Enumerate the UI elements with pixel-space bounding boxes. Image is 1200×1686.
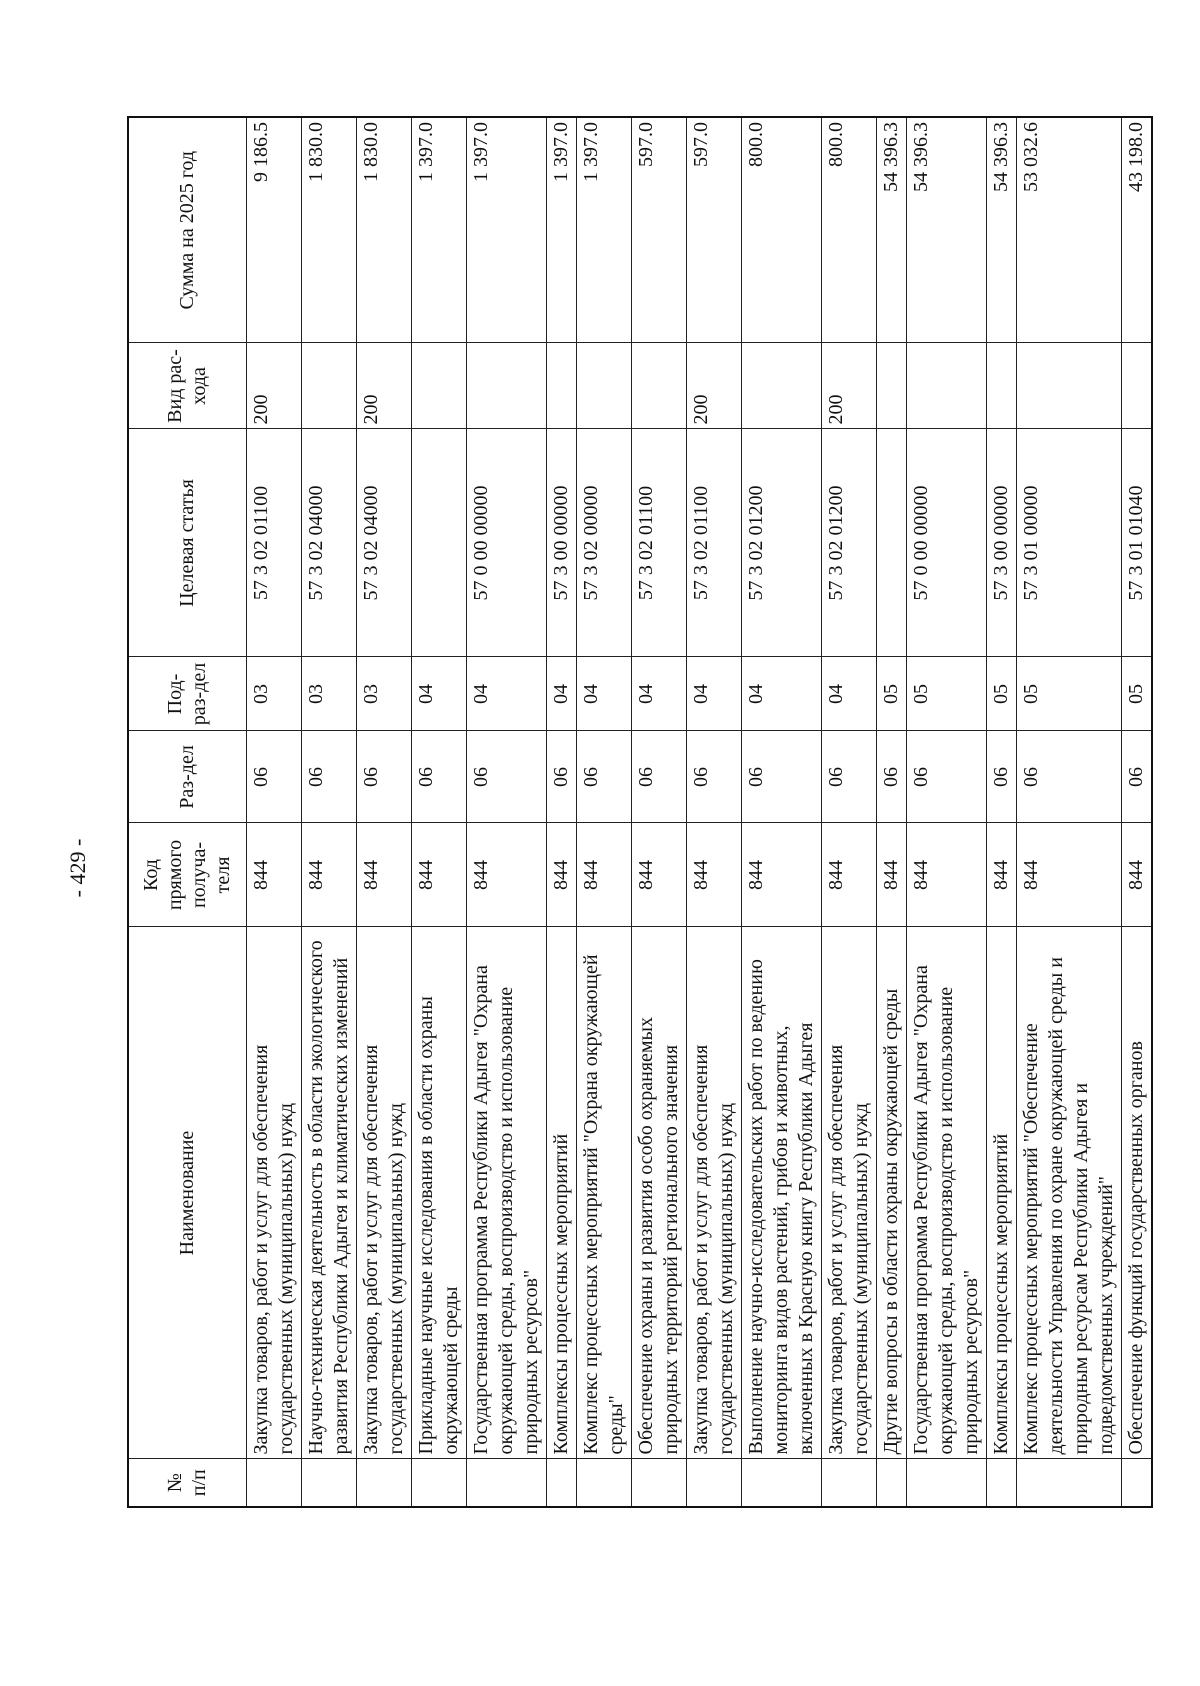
- cell-expense-type: [466, 343, 546, 429]
- cell-amount: 597.0: [631, 117, 686, 343]
- cell-section: 06: [411, 731, 466, 823]
- cell-name: Прикладные научные исследования в области охраны окружающей среды: [411, 927, 466, 1459]
- cell-num: [686, 1459, 741, 1507]
- cell-target-article: 57 3 01 01040: [1121, 429, 1152, 657]
- table-row: [356, 117, 411, 1507]
- cell-target-article: [411, 429, 466, 657]
- table-row: [686, 117, 741, 1507]
- table-row: [576, 117, 631, 1507]
- cell-target-article: 57 3 02 04000: [301, 429, 356, 657]
- cell-recipient-code: 844: [1121, 823, 1152, 927]
- cell-num: [301, 1459, 356, 1507]
- cell-name: Закупка товаров, работ и услуг для обеспечения государственных (муниципальных) нужд: [356, 927, 411, 1459]
- cell-amount: 800.0: [741, 117, 821, 343]
- cell-target-article: 57 3 01 00000: [1016, 429, 1121, 657]
- cell-num: [466, 1459, 546, 1507]
- header-num: № п/п: [128, 1459, 246, 1507]
- page-number: - 429 -: [65, 838, 90, 898]
- cell-num: [821, 1459, 876, 1507]
- cell-num: [411, 1459, 466, 1507]
- cell-subsection: 05: [1121, 657, 1152, 731]
- header-target-article: Целевая статья: [128, 429, 246, 657]
- cell-num: [741, 1459, 821, 1507]
- table-row: [821, 117, 876, 1507]
- table-row: [1016, 117, 1121, 1507]
- table-row: [986, 117, 1016, 1507]
- cell-subsection: 05: [906, 657, 986, 731]
- cell-name: Другие вопросы в области охраны окружающей среды: [876, 927, 906, 1459]
- cell-target-article: 57 3 00 00000: [546, 429, 576, 657]
- cell-recipient-code: 844: [411, 823, 466, 927]
- cell-target-article: 57 0 00 00000: [906, 429, 986, 657]
- cell-subsection: 05: [1016, 657, 1121, 731]
- cell-section: 06: [686, 731, 741, 823]
- cell-recipient-code: 844: [576, 823, 631, 927]
- cell-num: [986, 1459, 1016, 1507]
- cell-expense-type: [1121, 343, 1152, 429]
- cell-name: Закупка товаров, работ и услуг для обеспечения государственных (муниципальных) нужд: [686, 927, 741, 1459]
- cell-expense-type: [411, 343, 466, 429]
- cell-section: 06: [821, 731, 876, 823]
- cell-recipient-code: 844: [1016, 823, 1121, 927]
- table-row: [906, 117, 986, 1507]
- cell-subsection: 04: [631, 657, 686, 731]
- cell-name: Комплекс процессных мероприятий "Обеспечение деятельности Управления по охране окружающей среды и природным ресурсам Республики Адыгея и подведомственных учреждений": [1016, 927, 1121, 1459]
- header-subsection: Под-раз-дел: [128, 657, 246, 731]
- header-amount: Сумма на 2025 год: [128, 117, 246, 343]
- cell-num: [546, 1459, 576, 1507]
- budget-table-rotated: [127, 118, 1147, 1508]
- cell-section: 06: [741, 731, 821, 823]
- cell-section: 06: [1016, 731, 1121, 823]
- cell-section: 06: [576, 731, 631, 823]
- cell-recipient-code: 844: [246, 823, 301, 927]
- cell-section: 06: [546, 731, 576, 823]
- cell-target-article: 57 3 02 01200: [821, 429, 876, 657]
- cell-expense-type: [1016, 343, 1121, 429]
- cell-subsection: 04: [546, 657, 576, 731]
- header-name: Наименование: [128, 927, 246, 1459]
- cell-expense-type: 200: [821, 343, 876, 429]
- cell-expense-type: [576, 343, 631, 429]
- cell-num: [631, 1459, 686, 1507]
- cell-subsection: 05: [876, 657, 906, 731]
- cell-subsection: 03: [356, 657, 411, 731]
- cell-amount: 800.0: [821, 117, 876, 343]
- cell-section: 06: [301, 731, 356, 823]
- cell-amount: 9 186.5: [246, 117, 301, 343]
- cell-recipient-code: 844: [686, 823, 741, 927]
- table-row: [876, 117, 906, 1507]
- table-header-row: [128, 117, 246, 1507]
- cell-subsection: 04: [686, 657, 741, 731]
- cell-target-article: 57 3 02 01100: [631, 429, 686, 657]
- table-row: [631, 117, 686, 1507]
- table-body: [246, 117, 1152, 1507]
- table-row: [246, 117, 301, 1507]
- cell-amount: 597.0: [686, 117, 741, 343]
- table-row: [741, 117, 821, 1507]
- cell-subsection: 04: [411, 657, 466, 731]
- cell-section: 06: [631, 731, 686, 823]
- cell-subsection: 04: [741, 657, 821, 731]
- cell-recipient-code: 844: [546, 823, 576, 927]
- table-row: [411, 117, 466, 1507]
- header-expense-type: Вид рас-хода: [128, 343, 246, 429]
- cell-expense-type: [876, 343, 906, 429]
- cell-expense-type: [301, 343, 356, 429]
- cell-target-article: 57 0 00 00000: [466, 429, 546, 657]
- cell-amount: 54 396.3: [986, 117, 1016, 343]
- cell-recipient-code: 844: [906, 823, 986, 927]
- cell-expense-type: 200: [246, 343, 301, 429]
- cell-subsection: 05: [986, 657, 1016, 731]
- cell-name: Комплекс процессных мероприятий "Охрана окружающей среды": [576, 927, 631, 1459]
- cell-section: 06: [356, 731, 411, 823]
- table-row: [301, 117, 356, 1507]
- cell-num: [356, 1459, 411, 1507]
- cell-expense-type: 200: [686, 343, 741, 429]
- cell-section: 06: [466, 731, 546, 823]
- cell-subsection: 04: [576, 657, 631, 731]
- cell-num: [876, 1459, 906, 1507]
- header-recipient-code: Код прямого получа-теля: [128, 823, 246, 927]
- cell-expense-type: [906, 343, 986, 429]
- cell-target-article: 57 3 02 04000: [356, 429, 411, 657]
- cell-subsection: 03: [246, 657, 301, 731]
- cell-name: Научно-техническая деятельность в области экологического развития Республики Адыгея и климатических изменений: [301, 927, 356, 1459]
- cell-target-article: 57 3 02 00000: [576, 429, 631, 657]
- header-section: Раз-дел: [128, 731, 246, 823]
- cell-recipient-code: 844: [821, 823, 876, 927]
- cell-amount: 1 830.0: [356, 117, 411, 343]
- cell-amount: 43 198.0: [1121, 117, 1152, 343]
- cell-recipient-code: 844: [986, 823, 1016, 927]
- cell-target-article: 57 3 02 01100: [686, 429, 741, 657]
- cell-amount: 1 397.0: [546, 117, 576, 343]
- cell-target-article: 57 3 02 01200: [741, 429, 821, 657]
- budget-table: [127, 116, 1153, 1508]
- cell-expense-type: [631, 343, 686, 429]
- cell-name: Комплексы процессных мероприятий: [546, 927, 576, 1459]
- cell-name: Обеспечение охраны и развития особо охраняемых природных территорий регионального значения: [631, 927, 686, 1459]
- cell-recipient-code: 844: [356, 823, 411, 927]
- cell-recipient-code: 844: [301, 823, 356, 927]
- cell-name: Комплексы процессных мероприятий: [986, 927, 1016, 1459]
- cell-name: Закупка товаров, работ и услуг для обеспечения государственных (муниципальных) нужд: [821, 927, 876, 1459]
- cell-num: [576, 1459, 631, 1507]
- cell-expense-type: [741, 343, 821, 429]
- cell-recipient-code: 844: [466, 823, 546, 927]
- table-row: [546, 117, 576, 1507]
- cell-target-article: [876, 429, 906, 657]
- cell-name: Выполнение научно-исследовательских работ по ведению мониторинга видов растений, грибов и животных, включенных в Красную книгу Республики Адыгея: [741, 927, 821, 1459]
- cell-section: 06: [876, 731, 906, 823]
- cell-num: [906, 1459, 986, 1507]
- cell-recipient-code: 844: [631, 823, 686, 927]
- cell-num: [246, 1459, 301, 1507]
- cell-section: 06: [1121, 731, 1152, 823]
- cell-amount: 1 397.0: [411, 117, 466, 343]
- cell-name: Государственная программа Республики Адыгея "Охрана окружающей среды, воспроизводство и использование природных ресурсов": [906, 927, 986, 1459]
- cell-target-article: 57 3 02 01100: [246, 429, 301, 657]
- cell-name: Закупка товаров, работ и услуг для обеспечения государственных (муниципальных) нужд: [246, 927, 301, 1459]
- cell-expense-type: 200: [356, 343, 411, 429]
- cell-num: [1121, 1459, 1152, 1507]
- cell-amount: 53 032.6: [1016, 117, 1121, 343]
- cell-amount: 1 397.0: [576, 117, 631, 343]
- cell-expense-type: [986, 343, 1016, 429]
- cell-section: 06: [246, 731, 301, 823]
- cell-num: [1016, 1459, 1121, 1507]
- cell-subsection: 03: [301, 657, 356, 731]
- cell-section: 06: [906, 731, 986, 823]
- table-row: [1121, 117, 1152, 1507]
- cell-subsection: 04: [821, 657, 876, 731]
- table-row: [466, 117, 546, 1507]
- cell-recipient-code: 844: [741, 823, 821, 927]
- cell-recipient-code: 844: [876, 823, 906, 927]
- cell-expense-type: [546, 343, 576, 429]
- cell-amount: 54 396.3: [906, 117, 986, 343]
- cell-section: 06: [986, 731, 1016, 823]
- cell-name: Обеспечение функций государственных органов: [1121, 927, 1152, 1459]
- cell-amount: 1 397.0: [466, 117, 546, 343]
- cell-amount: 54 396.3: [876, 117, 906, 343]
- cell-amount: 1 830.0: [301, 117, 356, 343]
- cell-name: Государственная программа Республики Адыгея "Охрана окружающей среды, воспроизводство и использование природных ресурсов": [466, 927, 546, 1459]
- cell-target-article: 57 3 00 00000: [986, 429, 1016, 657]
- cell-subsection: 04: [466, 657, 546, 731]
